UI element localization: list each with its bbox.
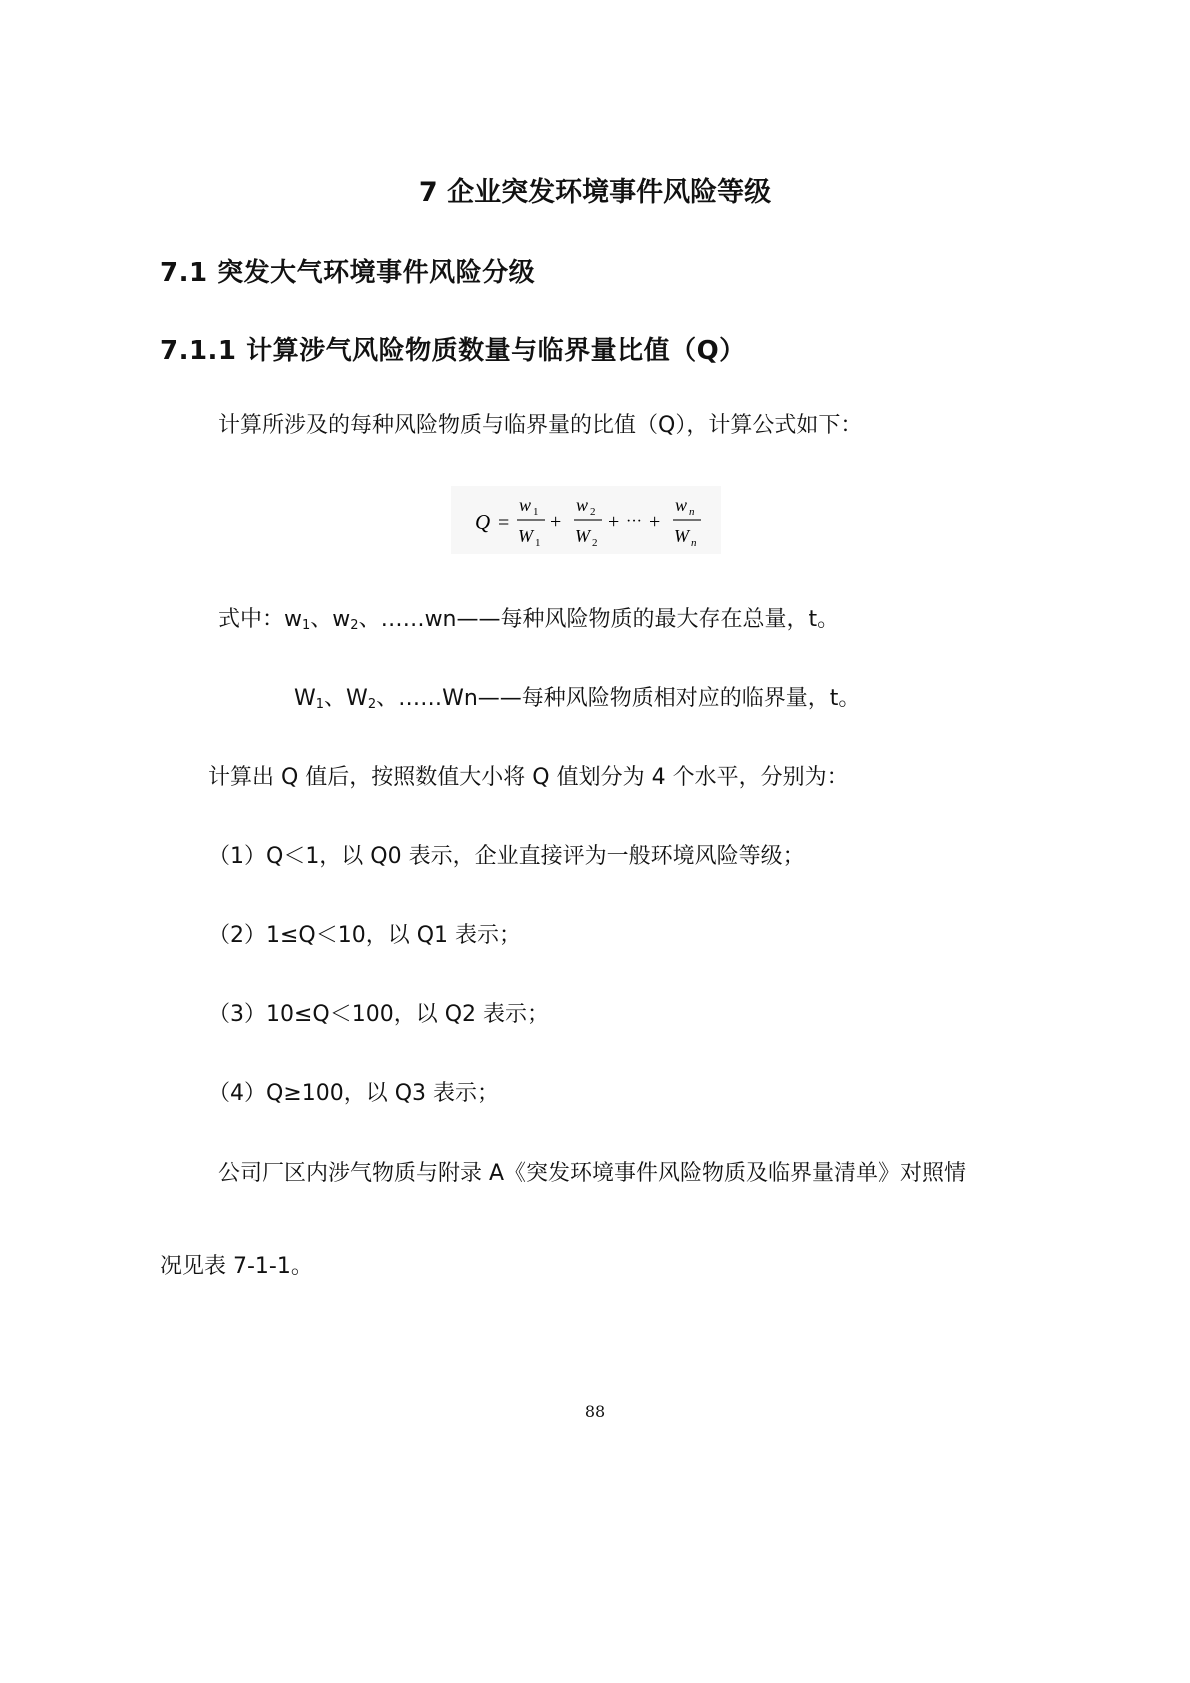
legend-w-sub-2: 2 xyxy=(350,618,359,633)
formula-den-2: W xyxy=(575,526,590,546)
legend-lowercase-w xyxy=(218,606,839,640)
formula-num-n-sub: n xyxy=(689,506,695,518)
formula-den-1: W xyxy=(518,526,533,546)
legend-uppercase-w xyxy=(294,685,860,719)
formula-plus-1: + xyxy=(550,511,562,533)
closing-paragraph-line-1: 公司厂区内涉气物质与附录 A《突发环境事件风险物质及临界量清单》对照情 xyxy=(218,1161,967,1186)
legend-W-sub-1: 1 xyxy=(315,697,325,712)
legend-w-mid: 、w xyxy=(310,607,351,632)
page-number: 88 xyxy=(584,1402,606,1421)
formula-plus-3: + xyxy=(649,511,661,533)
formula-num-1-sub: 1 xyxy=(533,506,539,518)
legend-w-prefix: 式中：w xyxy=(218,607,302,632)
formula-den-n: W xyxy=(674,526,689,546)
classification-intro: 计算出 Q 值后，按照数值大小将 Q 值划分为 4 个水平，分别为： xyxy=(208,765,849,790)
formula-dots: ··· xyxy=(626,513,642,530)
formula-num-2: w xyxy=(576,495,589,515)
legend-W-prefix: W xyxy=(294,686,316,711)
intro-paragraph: 计算所涉及的每种风险物质与临界量的比值（Q），计算公式如下： xyxy=(218,413,863,438)
formula-num-1: w xyxy=(519,495,532,515)
level-item: （2）1≤Q＜10，以 Q1 表示； xyxy=(208,923,522,948)
formula-den-n-sub: n xyxy=(691,537,697,549)
formula-equals: = xyxy=(498,512,510,534)
formula-num-2-sub: 2 xyxy=(590,506,596,518)
subsection-heading: 7.1.1 计算涉气风险物质数量与临界量比值（Q） xyxy=(160,336,746,366)
formula-lhs: Q xyxy=(475,510,491,534)
formula-num-n: w xyxy=(675,495,688,515)
legend-W-sub-2: 2 xyxy=(367,697,377,712)
chapter-heading: 7 企业突发环境事件风险等级 xyxy=(418,177,772,208)
legend-W-mid: 、W xyxy=(324,686,368,711)
formula-den-1-sub: 1 xyxy=(535,537,541,549)
legend-w-rest: 、……wn——每种风险物质的最大存在总量，t。 xyxy=(358,607,840,632)
level-item: （4）Q≥100，以 Q3 表示； xyxy=(208,1081,500,1106)
level-item: （3）10≤Q＜100，以 Q2 表示； xyxy=(208,1002,550,1027)
q-formula xyxy=(451,486,721,554)
legend-W-rest: 、……Wn——每种风险物质相对应的临界量，t。 xyxy=(376,686,861,711)
level-item: （1）Q＜1，以 Q0 表示，企业直接评为一般环境风险等级； xyxy=(208,844,805,869)
legend-w-sub-1: 1 xyxy=(302,618,311,633)
formula-den-2-sub: 2 xyxy=(592,537,598,549)
section-heading: 7.1 突发大气环境事件风险分级 xyxy=(160,258,536,288)
closing-paragraph-line-2: 况见表 7-1-1。 xyxy=(160,1254,313,1279)
formula-plus-2: + xyxy=(608,511,620,533)
